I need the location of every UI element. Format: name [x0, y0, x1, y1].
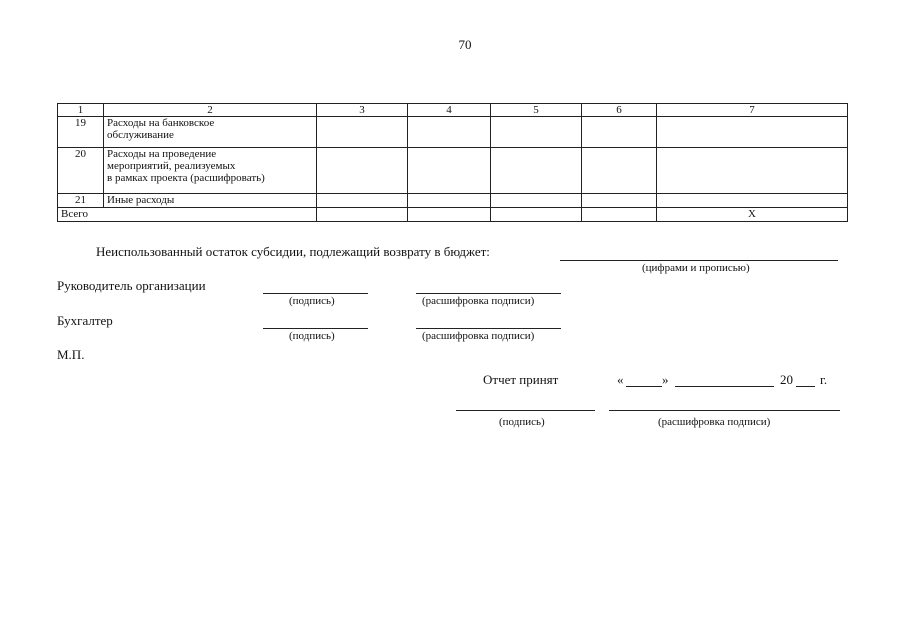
row-description-line: Иные расходы: [107, 194, 175, 206]
row-description-line: обслуживание: [107, 129, 174, 141]
remainder-text: Неиспользованный остаток субсидии, подлежащий возврату в бюджет:: [96, 244, 490, 259]
head-decoding-caption: (расшифровка подписи): [422, 295, 535, 307]
empty-cell: [582, 148, 657, 194]
empty-cell: [317, 194, 408, 208]
remainder-field-line: [560, 260, 838, 261]
page-number: 70: [458, 37, 472, 52]
row-description-line: Расходы на банковское: [107, 117, 215, 129]
empty-cell: [408, 208, 491, 222]
empty-cell: [582, 117, 657, 148]
accepted-signature-line: [456, 410, 595, 411]
empty-cell: [582, 194, 657, 208]
expense-table: [57, 103, 848, 222]
row-description-line: в рамках проекта (расшифровать): [107, 172, 265, 184]
header-cell: 3: [317, 104, 408, 117]
date-close-quote: »: [662, 372, 669, 387]
accepted-signature-caption: (подпись): [499, 416, 545, 428]
table-row: [58, 148, 848, 194]
empty-cell: [317, 117, 408, 148]
head-decoding-line: [416, 293, 561, 294]
row-description-line: мероприятий, реализуемых: [107, 160, 236, 172]
header-cell: 7: [657, 104, 848, 117]
empty-cell: [491, 208, 582, 222]
head-label: Руководитель организации: [57, 278, 206, 293]
empty-cell: [657, 148, 848, 194]
row-number: 20: [58, 148, 104, 194]
header-cell: 4: [408, 104, 491, 117]
accepted-decoding-line: [609, 410, 840, 411]
remainder-caption: (цифрами и прописью): [642, 262, 750, 274]
empty-cell: [408, 194, 491, 208]
head-signature-line: [263, 293, 368, 294]
row-description: [104, 148, 317, 194]
accountant-signature-line: [263, 328, 368, 329]
header-cell: 1: [58, 104, 104, 117]
empty-cell: [408, 117, 491, 148]
header-cell: 5: [491, 104, 582, 117]
header-cell: 2: [104, 104, 317, 117]
empty-cell: [491, 148, 582, 194]
empty-cell: [317, 208, 408, 222]
accepted-decoding-caption: (расшифровка подписи): [658, 416, 771, 428]
empty-cell: [657, 117, 848, 148]
table-row: [58, 117, 848, 148]
empty-cell: [491, 117, 582, 148]
date-month-line: [675, 386, 774, 387]
total-label: Всего: [58, 208, 317, 222]
row-description: [104, 194, 317, 208]
total-col7: Х: [657, 208, 848, 222]
date-year-suffix: г.: [820, 372, 828, 387]
row-number: 19: [58, 117, 104, 148]
empty-cell: [491, 194, 582, 208]
accepted-label: Отчет принят: [483, 372, 559, 387]
head-signature-caption: (подпись): [289, 295, 335, 307]
table-header-row: [58, 104, 848, 117]
date-year-prefix: 20: [780, 372, 793, 387]
seal-label: М.П.: [57, 347, 85, 362]
accountant-decoding-caption: (расшифровка подписи): [422, 330, 535, 342]
row-number: 21: [58, 194, 104, 208]
table-row: [58, 194, 848, 208]
empty-cell: [582, 208, 657, 222]
empty-cell: [317, 148, 408, 194]
accountant-signature-caption: (подпись): [289, 330, 335, 342]
row-description: [104, 117, 317, 148]
accountant-label: Бухгалтер: [57, 313, 113, 328]
date-open-quote: «: [617, 372, 624, 387]
row-description-line: Расходы на проведение: [107, 148, 217, 160]
table-total-row: [58, 208, 848, 222]
empty-cell: [408, 148, 491, 194]
empty-cell: [657, 194, 848, 208]
date-year-line: [796, 386, 815, 387]
header-cell: 6: [582, 104, 657, 117]
accountant-decoding-line: [416, 328, 561, 329]
date-day-line: [626, 386, 662, 387]
